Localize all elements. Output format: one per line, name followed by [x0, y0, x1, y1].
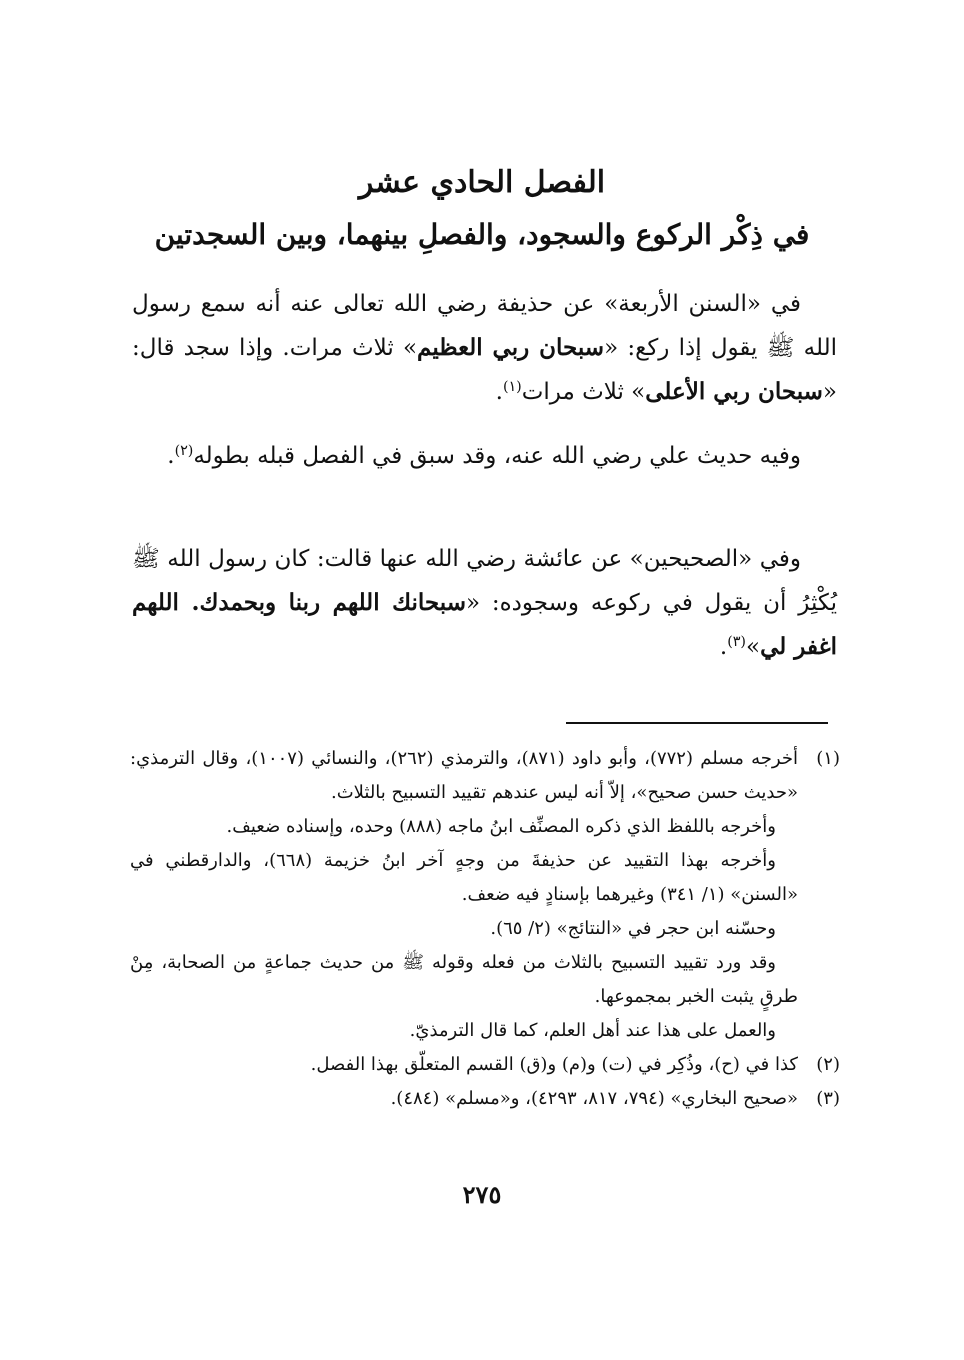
- footnote-line: «صحيح البخاري» (٧٩٤، ٨١٧، ٤٢٩٣)، و«مسلم» (٤٨٤).: [390, 1088, 798, 1109]
- footnote-text: [130, 1082, 798, 1116]
- paragraph-text: وفيه حديث علي رضي الله عنه، وقد سبق في الفصل قبله بطوله: [193, 443, 801, 469]
- footnote-continuation: وأخرجه بهذا التقييد عن حذيفةَ من وجهٍ آخر ابنُ خزيمة (٦٦٨)، والدارقطني في «السنن» (١/ ٣٤١) وغيرهما بإسنادٍ فيه ضعف.: [130, 850, 798, 905]
- footnote-2: [130, 1048, 840, 1082]
- chapter-title: الفصل الحادي عشر: [358, 165, 606, 200]
- footnote-ref: (١): [502, 379, 522, 396]
- footnote-continuation: وأخرجه باللفظ الذي ذكره المصنِّف ابنُ ماجه (٨٨٨) وحده، وإسناده ضعيف.: [226, 816, 776, 837]
- footnotes: [130, 742, 840, 1116]
- footnote-line: كذا في (ح)، وذُكِر في (ت) و(م) و(ق) القسم المتعلّق بهذا الفصل.: [310, 1054, 798, 1075]
- footnote-text: [130, 742, 798, 810]
- paragraph-end: .: [719, 634, 728, 660]
- footnote-text: [130, 1048, 798, 1082]
- footnote-3: [130, 1082, 840, 1116]
- footnote-ref: (٢): [174, 443, 194, 460]
- paragraph-end: .: [167, 443, 175, 469]
- paragraph-hudhayfah: [132, 282, 837, 414]
- footnote-continuation: والعمل على هذا عند أهل العلم، كما قال الترمذيّ.: [409, 1020, 776, 1041]
- chapter-subtitle: في ذِكْر الركوع والسجود، والفصلِ بينهما، وبين السجدتين: [154, 218, 810, 251]
- paragraph-text: » ثلاث مرات. وإذا سجد قال: «: [132, 335, 837, 405]
- footnote-number: (٢): [816, 1054, 840, 1075]
- footnote-divider: [566, 722, 828, 724]
- footnote-continuation: وقد ورد تقييد التسبيح بالثلاث من فعله وقوله ﷺ من حديث جماعةٍ من الصحابة، مِنْ طرقٍ يثبت الخبر بمجموعها.: [130, 952, 798, 1007]
- footnote-number: (١): [816, 748, 840, 769]
- dhikr-subhanaka: سبحانك اللهم ربنا وبحمدك. اللهم اغفر لي: [132, 589, 837, 660]
- dhikr-sujud: سبحان ربي الأعلى: [645, 378, 823, 405]
- paragraph-text: »: [745, 634, 761, 660]
- paragraph-text: » ثلاث مرات: [521, 379, 646, 405]
- footnote-ref: (٣): [727, 634, 746, 651]
- footnote-continuation: وحسّنه ابن حجر في «النتائج» (٢/ ٦٥).: [490, 918, 776, 939]
- paragraph-end: .: [495, 379, 503, 405]
- footnote-number: (٣): [816, 1088, 840, 1109]
- paragraph-aisha: [132, 537, 837, 669]
- paragraph-text: وفي «الصحيحين» عن عائشة رضي الله عنها قالت: كان رسول الله ﷺ يُكْثِرُ أن يقول في ركوعه وسجوده: «: [132, 546, 837, 616]
- paragraph-ali: [132, 434, 837, 478]
- footnote-1: [130, 742, 840, 810]
- page-number: ٢٧٥: [462, 1180, 502, 1209]
- dhikr-ruku: سبحان ربي العظيم: [417, 334, 605, 361]
- footnote-line: أخرجه مسلم (٧٧٢)، وأبو داود (٨٧١)، والترمذي (٢٦٢)، والنسائي (١٠٠٧)، وقال الترمذي: «حديث حسن صحيح»، إلاّ أنه ليس عندهم تقييد التسبيح بالثلاث.: [130, 748, 798, 803]
- paragraph-text: في «السنن الأربعة» عن حذيفة رضي الله تعالى عنه أنه سمع رسول الله ﷺ يقول إذا ركع: «: [132, 291, 837, 361]
